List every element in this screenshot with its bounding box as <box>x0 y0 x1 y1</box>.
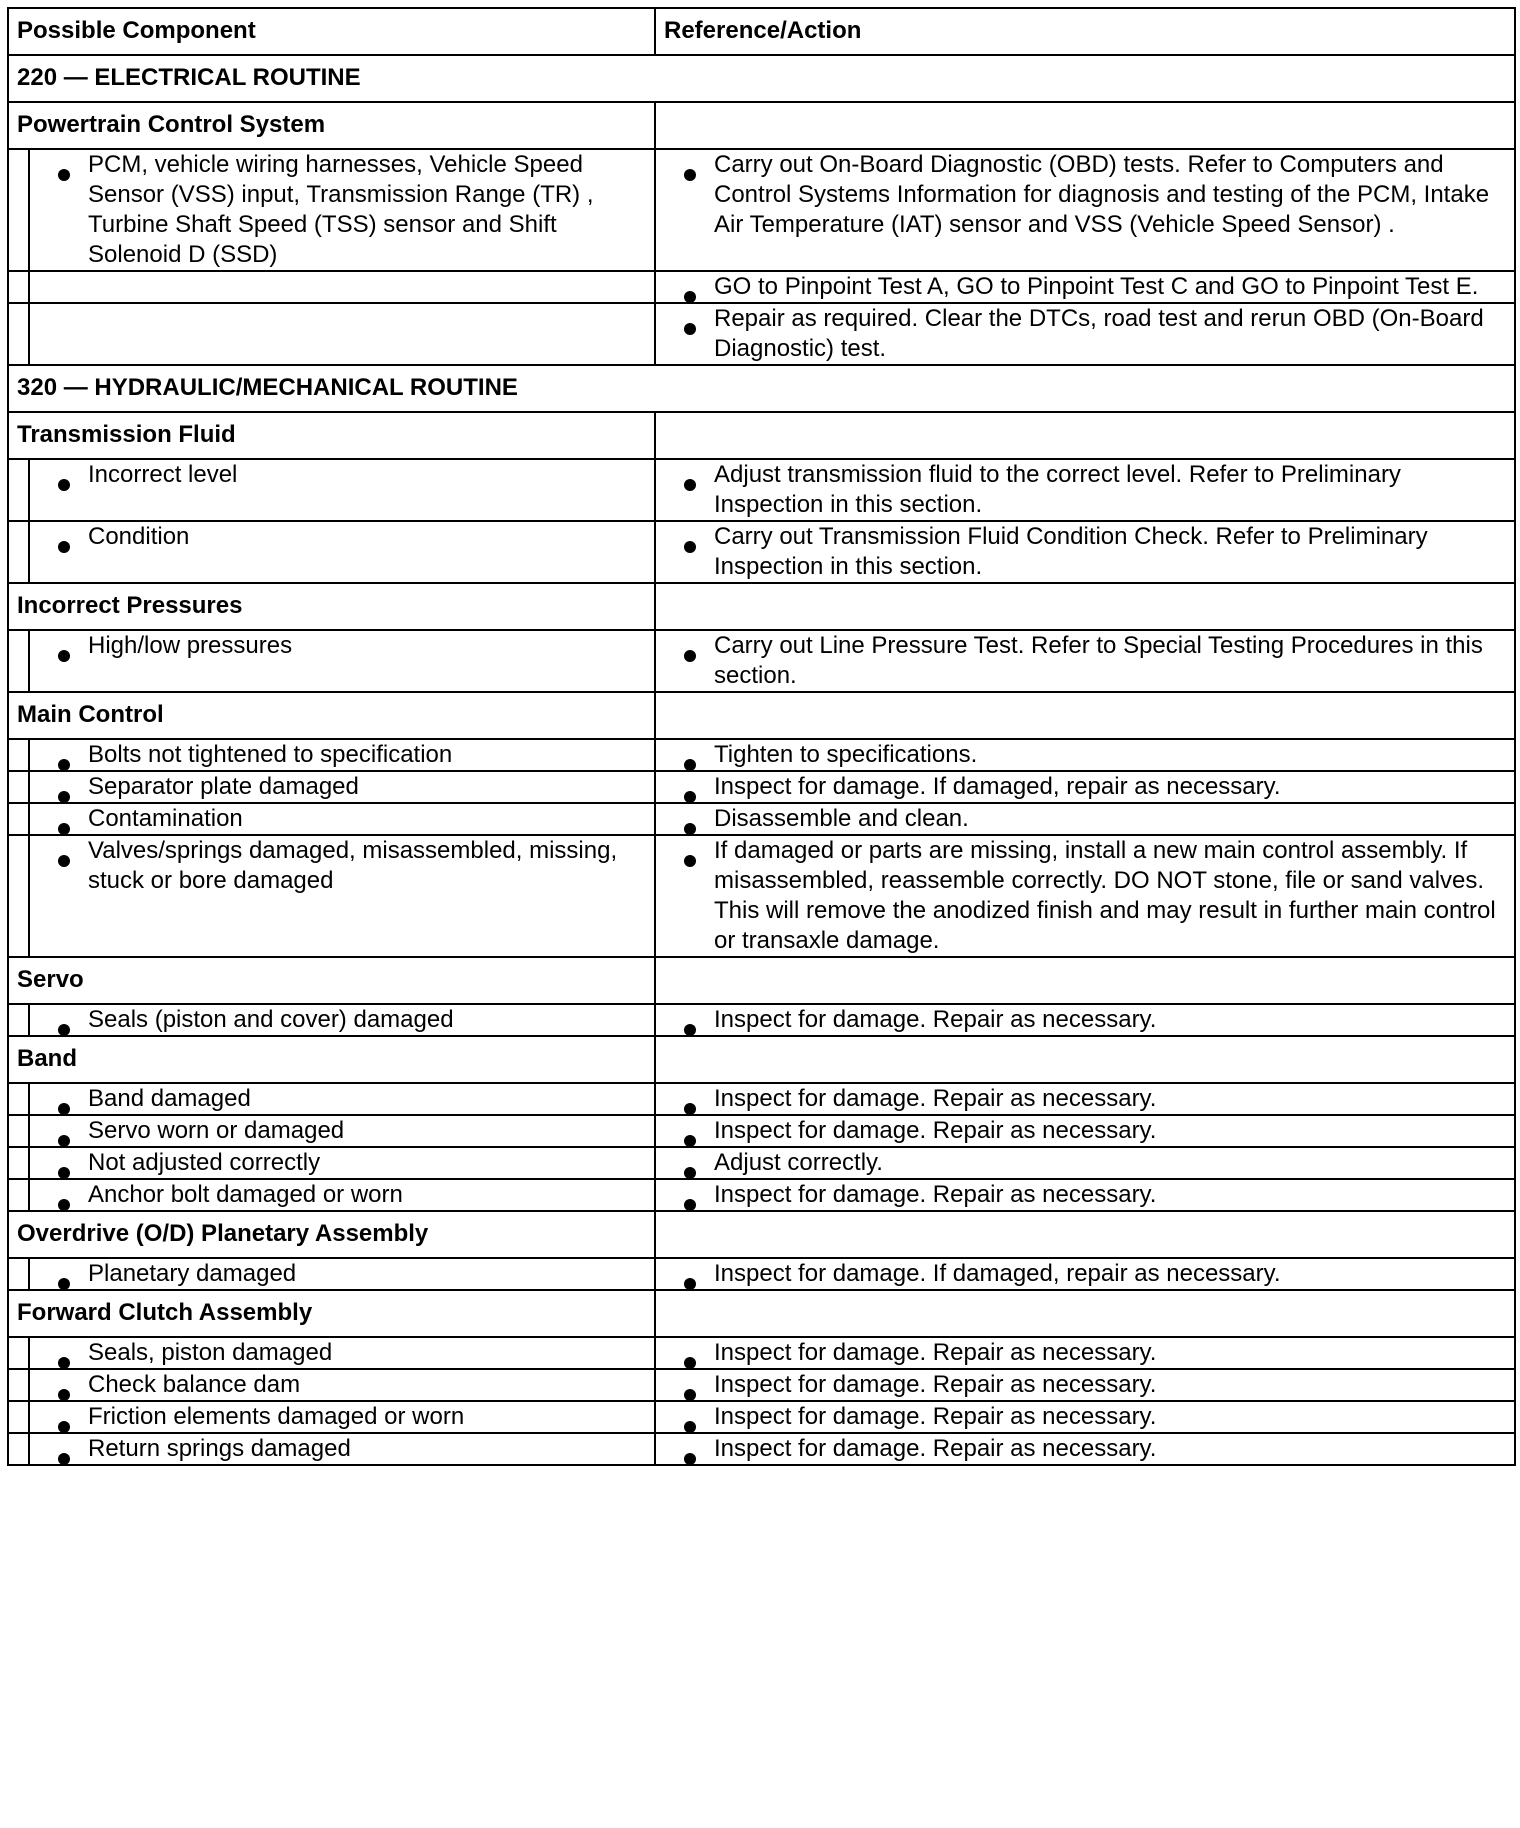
section-title <box>8 365 1515 412</box>
table-row <box>8 630 1515 692</box>
component-cell-text: PCM, vehicle wiring harnesses, Vehicle Speed Sensor (VSS) input, Transmission Range (TR) , Turbine Shaft Speed (TSS) sensor and Shift Solenoid D (SSD) <box>88 151 594 268</box>
section-title-text: 320 — HYDRAULIC/MECHANICAL ROUTINE <box>17 374 518 401</box>
component-cell-text: High/low pressures <box>88 632 293 659</box>
bullet-icon <box>684 291 696 303</box>
table-row <box>8 1258 1515 1290</box>
group-row <box>8 692 1515 739</box>
diagnosis-table-sheet <box>7 7 1514 1466</box>
bullet-icon <box>58 1453 70 1465</box>
section-title-text: 220 — ELECTRICAL ROUTINE <box>17 64 361 91</box>
component-cell <box>29 303 655 365</box>
action-cell-text: Carry out Line Pressure Test. Refer to Special Testing Procedures in this section. <box>714 632 1483 689</box>
component-cell <box>29 149 655 271</box>
component-cell-text: Seals, piston damaged <box>88 1339 333 1366</box>
action-cell-text: Disassemble and clean. <box>714 805 969 832</box>
table-row <box>8 1083 1515 1115</box>
action-cell-text: Inspect for damage. Repair as necessary. <box>714 1403 1157 1430</box>
group-name <box>8 102 655 149</box>
group-name <box>8 583 655 630</box>
action-cell <box>655 771 1515 803</box>
action-cell <box>655 1004 1515 1036</box>
action-cell <box>655 1147 1515 1179</box>
group-name <box>8 1290 655 1337</box>
table-header-row <box>8 8 1515 55</box>
table-row <box>8 459 1515 521</box>
action-cell-text: Inspect for damage. Repair as necessary. <box>714 1371 1157 1398</box>
action-cell-text: Inspect for damage. Repair as necessary. <box>714 1085 1157 1112</box>
table-row <box>8 1179 1515 1211</box>
group-name <box>8 412 655 459</box>
bullet-icon <box>58 541 70 553</box>
bullet-icon <box>58 1199 70 1211</box>
component-cell-text: Contamination <box>88 805 243 832</box>
table-row <box>8 1004 1515 1036</box>
table-row <box>8 1147 1515 1179</box>
component-cell <box>29 271 655 303</box>
component-cell-text: Servo worn or damaged <box>88 1117 345 1144</box>
bullet-icon <box>58 823 70 835</box>
indent-cell <box>8 271 29 303</box>
action-cell-text: Inspect for damage. Repair as necessary. <box>714 1117 1157 1144</box>
group-name-text: Powertrain Control System <box>17 111 326 138</box>
action-cell-text: If damaged or parts are missing, install a new main control assembly. If misassembled, reassemble correctly. DO NOT stone, file or sand valves. This will remove the anodized finish and may result in further main control or transaxle damage. <box>714 837 1496 954</box>
indent-cell <box>8 771 29 803</box>
indent-cell <box>8 1258 29 1290</box>
action-cell <box>655 739 1515 771</box>
action-cell <box>655 149 1515 271</box>
bullet-icon <box>684 823 696 835</box>
component-cell <box>29 630 655 692</box>
action-cell-text: Inspect for damage. Repair as necessary. <box>714 1006 1157 1033</box>
bullet-icon <box>58 169 70 181</box>
action-cell <box>655 1433 1515 1465</box>
bullet-icon <box>684 791 696 803</box>
component-cell-text: Bolts not tightened to specification <box>88 741 453 768</box>
table-row <box>8 739 1515 771</box>
action-cell-text: Tighten to specifications. <box>714 741 978 768</box>
section-row <box>8 365 1515 412</box>
group-name-text: Incorrect Pressures <box>17 592 243 619</box>
table-row <box>8 303 1515 365</box>
indent-cell <box>8 1115 29 1147</box>
bullet-icon <box>58 1278 70 1290</box>
bullet-icon <box>58 1167 70 1179</box>
group-row <box>8 1036 1515 1083</box>
component-cell <box>29 1433 655 1465</box>
bullet-icon <box>684 541 696 553</box>
component-cell <box>29 1147 655 1179</box>
indent-cell <box>8 1179 29 1211</box>
component-cell <box>29 521 655 583</box>
table-row <box>8 1433 1515 1465</box>
action-cell <box>655 803 1515 835</box>
component-cell-text: Valves/springs damaged, misassembled, missing, stuck or bore damaged <box>88 837 618 894</box>
action-cell-text: Inspect for damage. Repair as necessary. <box>714 1339 1157 1366</box>
group-name-text: Main Control <box>17 701 164 728</box>
bullet-icon <box>684 169 696 181</box>
component-cell <box>29 1115 655 1147</box>
bullet-icon <box>58 759 70 771</box>
group-name-text: Overdrive (O/D) Planetary Assembly <box>17 1220 429 1247</box>
component-cell <box>29 835 655 957</box>
action-cell-text: Repair as required. Clear the DTCs, road test and rerun OBD (On-Board Diagnostic) test. <box>714 305 1484 362</box>
table-row <box>8 1401 1515 1433</box>
component-cell <box>29 1401 655 1433</box>
action-cell <box>655 271 1515 303</box>
bullet-icon <box>684 1135 696 1147</box>
group-action-empty <box>655 692 1515 739</box>
bullet-icon <box>58 1357 70 1369</box>
component-cell-text: Band damaged <box>88 1085 251 1112</box>
bullet-icon <box>58 1135 70 1147</box>
table-row <box>8 1337 1515 1369</box>
diagnosis-table <box>7 7 1516 1466</box>
component-cell-text: Not adjusted correctly <box>88 1149 321 1176</box>
action-cell-text: Adjust transmission fluid to the correct level. Refer to Preliminary Inspection in this section. <box>714 461 1401 518</box>
action-cell-text: Inspect for damage. If damaged, repair as necessary. <box>714 1260 1281 1287</box>
bullet-icon <box>684 1199 696 1211</box>
group-action-empty <box>655 102 1515 149</box>
bullet-icon <box>684 1278 696 1290</box>
action-cell-text: Inspect for damage. Repair as necessary. <box>714 1435 1157 1462</box>
group-action-empty <box>655 1036 1515 1083</box>
bullet-icon <box>58 1024 70 1036</box>
bullet-icon <box>684 1389 696 1401</box>
indent-cell <box>8 1083 29 1115</box>
action-cell-text: Carry out On-Board Diagnostic (OBD) tests. Refer to Computers and Control Systems Information for diagnosis and testing of the PCM, Intake Air Temperature (IAT) sensor and VSS (Vehicle Speed Sensor) . <box>714 151 1490 238</box>
header-reference-action: Reference/Action <box>655 8 1515 55</box>
bullet-icon <box>58 479 70 491</box>
action-cell-text: GO to Pinpoint Test A, GO to Pinpoint Test C and GO to Pinpoint Test E. <box>714 273 1479 300</box>
group-name <box>8 692 655 739</box>
group-name <box>8 957 655 1004</box>
bullet-icon <box>684 323 696 335</box>
action-cell-text: Inspect for damage. Repair as necessary. <box>714 1181 1157 1208</box>
group-name-text: Band <box>17 1045 77 1072</box>
diagnosis-table-body <box>8 8 1515 1465</box>
action-cell <box>655 1179 1515 1211</box>
indent-cell <box>8 521 29 583</box>
bullet-icon <box>684 1167 696 1179</box>
bullet-icon <box>684 650 696 662</box>
bullet-icon <box>58 791 70 803</box>
section-row <box>8 55 1515 102</box>
component-cell <box>29 1004 655 1036</box>
bullet-icon <box>58 1103 70 1115</box>
component-cell-text: Friction elements damaged or worn <box>88 1403 465 1430</box>
component-cell-text: Incorrect level <box>88 461 238 488</box>
indent-cell <box>8 803 29 835</box>
bullet-icon <box>58 1421 70 1433</box>
action-cell <box>655 459 1515 521</box>
bullet-icon <box>684 1421 696 1433</box>
table-row <box>8 149 1515 271</box>
bullet-icon <box>58 650 70 662</box>
action-cell <box>655 1401 1515 1433</box>
indent-cell <box>8 1401 29 1433</box>
component-cell-text: Planetary damaged <box>88 1260 297 1287</box>
group-row <box>8 583 1515 630</box>
indent-cell <box>8 1337 29 1369</box>
indent-cell <box>8 630 29 692</box>
action-cell <box>655 1337 1515 1369</box>
action-cell-text: Carry out Transmission Fluid Condition Check. Refer to Preliminary Inspection in this section. <box>714 523 1428 580</box>
component-cell-text: Separator plate damaged <box>88 773 359 800</box>
group-name-text: Forward Clutch Assembly <box>17 1299 313 1326</box>
bullet-icon <box>684 1453 696 1465</box>
action-cell <box>655 835 1515 957</box>
component-cell-text: Condition <box>88 523 190 550</box>
component-cell <box>29 459 655 521</box>
component-cell <box>29 1258 655 1290</box>
indent-cell <box>8 739 29 771</box>
action-cell <box>655 630 1515 692</box>
group-name <box>8 1211 655 1258</box>
table-row <box>8 803 1515 835</box>
group-name <box>8 1036 655 1083</box>
group-action-empty <box>655 957 1515 1004</box>
group-action-empty <box>655 583 1515 630</box>
component-cell <box>29 1083 655 1115</box>
group-row <box>8 1290 1515 1337</box>
action-cell <box>655 303 1515 365</box>
component-cell-text: Return springs damaged <box>88 1435 351 1462</box>
indent-cell <box>8 835 29 957</box>
table-row <box>8 1115 1515 1147</box>
component-cell <box>29 771 655 803</box>
action-cell <box>655 1083 1515 1115</box>
bullet-icon <box>684 1103 696 1115</box>
group-row <box>8 412 1515 459</box>
component-cell <box>29 739 655 771</box>
group-action-empty <box>655 1290 1515 1337</box>
indent-cell <box>8 459 29 521</box>
action-cell <box>655 521 1515 583</box>
indent-cell <box>8 1004 29 1036</box>
bullet-icon <box>684 855 696 867</box>
group-action-empty <box>655 412 1515 459</box>
indent-cell <box>8 1433 29 1465</box>
group-action-empty <box>655 1211 1515 1258</box>
bullet-icon <box>684 479 696 491</box>
indent-cell <box>8 1147 29 1179</box>
header-possible-component: Possible Component <box>8 8 655 55</box>
bullet-icon <box>684 759 696 771</box>
group-name-text: Transmission Fluid <box>17 421 236 448</box>
indent-cell <box>8 1369 29 1401</box>
table-row <box>8 835 1515 957</box>
action-cell <box>655 1115 1515 1147</box>
action-cell-text: Adjust correctly. <box>714 1149 883 1176</box>
table-row <box>8 271 1515 303</box>
component-cell <box>29 1337 655 1369</box>
table-row <box>8 1369 1515 1401</box>
table-row <box>8 771 1515 803</box>
bullet-icon <box>58 1389 70 1401</box>
indent-cell <box>8 149 29 271</box>
group-row <box>8 957 1515 1004</box>
group-name-text: Servo <box>17 966 84 993</box>
section-title <box>8 55 1515 102</box>
indent-cell <box>8 303 29 365</box>
component-cell <box>29 1179 655 1211</box>
component-cell <box>29 803 655 835</box>
component-cell-text: Seals (piston and cover) damaged <box>88 1006 454 1033</box>
bullet-icon <box>684 1357 696 1369</box>
component-cell-text: Check balance dam <box>88 1371 301 1398</box>
group-row <box>8 1211 1515 1258</box>
action-cell <box>655 1369 1515 1401</box>
action-cell <box>655 1258 1515 1290</box>
bullet-icon <box>684 1024 696 1036</box>
group-row <box>8 102 1515 149</box>
action-cell-text: Inspect for damage. If damaged, repair as necessary. <box>714 773 1281 800</box>
bullet-icon <box>58 855 70 867</box>
component-cell-text: Anchor bolt damaged or worn <box>88 1181 403 1208</box>
table-row <box>8 521 1515 583</box>
component-cell <box>29 1369 655 1401</box>
